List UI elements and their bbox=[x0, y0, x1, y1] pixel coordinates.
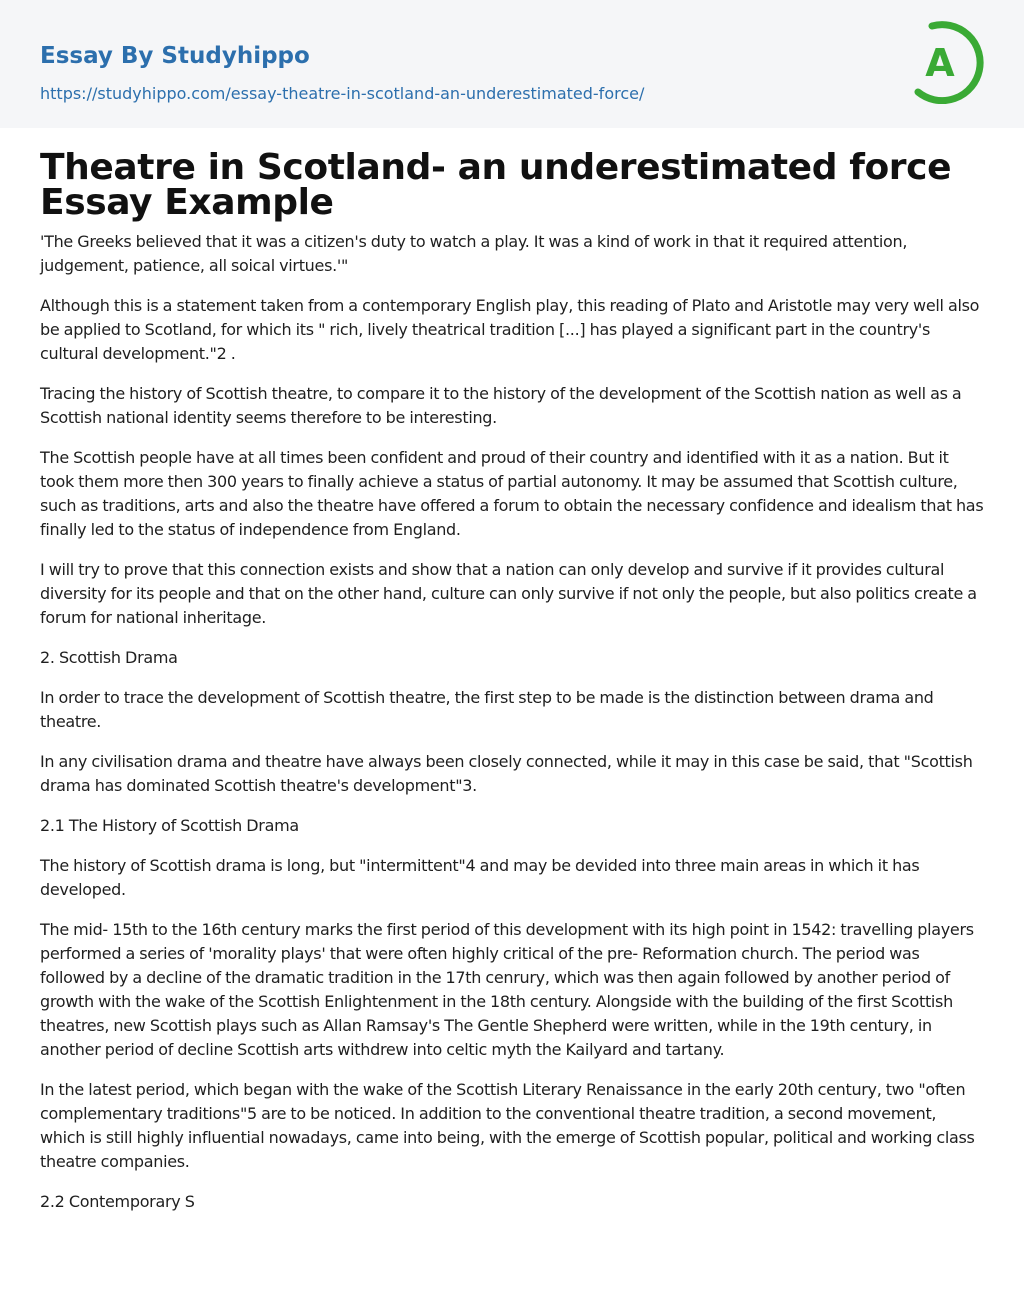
site-brand[interactable]: Essay By Studyhippo bbox=[40, 43, 310, 69]
essay-title: Theatre in Scotland- an underestimated force Essay Example bbox=[40, 147, 952, 223]
section-heading: 2.2 Contemporary S bbox=[40, 1192, 195, 1211]
essay-paragraph: Although this is a statement taken from a contemporary English play, this reading of Plato and Aristotle may very well also be applied to Scotland, for which its " rich, lively theatrical tradition [...] has played a significant part in the country's cultural development."2 . bbox=[40, 296, 980, 363]
page-header bbox=[0, 0, 1024, 128]
essay-paragraph: I will try to prove that this connection exists and show that a nation can only develop and survive if it provides cultural diversity for its people and that on the other hand, culture can only survive if not only the people, but also politics create a forum for national inheritage. bbox=[40, 560, 977, 627]
essay-paragraph: In the latest period, which began with the wake of the Scottish Literary Renaissance in the early 20th century, two "often complementary traditions"5 are to be noticed. In addition to the conventional theatre tradition, a second movement, which is still highly influential nowadays, came into being, with the emerge of Scottish popular, political and working class theatre companies. bbox=[40, 1080, 975, 1171]
essay-paragraph: Tracing the history of Scottish theatre, to compare it to the history of the development of the Scottish nation as well as a Scottish national identity seems therefore to be interesting. bbox=[40, 384, 962, 427]
essay-paragraph: 'The Greeks believed that it was a citizen's duty to watch a play. It was a kind of work in that it required attention, judgement, patience, all soical virtues.'" bbox=[40, 232, 908, 275]
essay-content bbox=[0, 128, 1024, 1214]
studyhippo-logo-icon[interactable] bbox=[914, 18, 986, 104]
essay-paragraph: In order to trace the development of Scottish theatre, the first step to be made is the distinction between drama and theatre. bbox=[40, 688, 934, 731]
logo-letter: A bbox=[925, 41, 955, 85]
essay-paragraph: The Scottish people have at all times been confident and proud of their country and identified with it as a nation. But it took them more then 300 years to finally achieve a status of partial autonomy. It may be assumed that Scottish culture, such as traditions, arts and also the theatre have offered a forum to obtain the necessary confidence and idealism that has finally led to the status of independence from England. bbox=[40, 448, 984, 539]
essay-paragraph: In any civilisation drama and theatre have always been closely connected, while it may in this case be said, that "Scottish drama has dominated Scottish theatre's development"3. bbox=[40, 752, 973, 795]
section-heading: 2. Scottish Drama bbox=[40, 648, 178, 667]
essay-paragraph: The mid- 15th to the 16th century marks the first period of this development with its high point in 1542: travelling players performed a series of 'morality plays' that were often highly critical of the pre- Reformation church. The period was followed by a decline of the dramatic tradition in the 17th cenrury, which was then again followed by another period of growth with the wake of the Scottish Enlightenment in the 18th century. Alongside with the building of the first Scottish theatres, new Scottish plays such as Allan Ramsay's The Gentle Shepherd were written, while in the 19th century, in another period of decline Scottish arts withdrew into celtic myth the Kailyard and tartany. bbox=[40, 920, 974, 1059]
essay-url-link[interactable]: https://studyhippo.com/essay-theatre-in-scotland-an-underestimated-force/ bbox=[40, 84, 645, 103]
essay-paragraph: The history of Scottish drama is long, but "intermittent"4 and may be devided into three main areas in which it has developed. bbox=[40, 856, 920, 899]
section-heading: 2.1 The History of Scottish Drama bbox=[40, 816, 299, 835]
